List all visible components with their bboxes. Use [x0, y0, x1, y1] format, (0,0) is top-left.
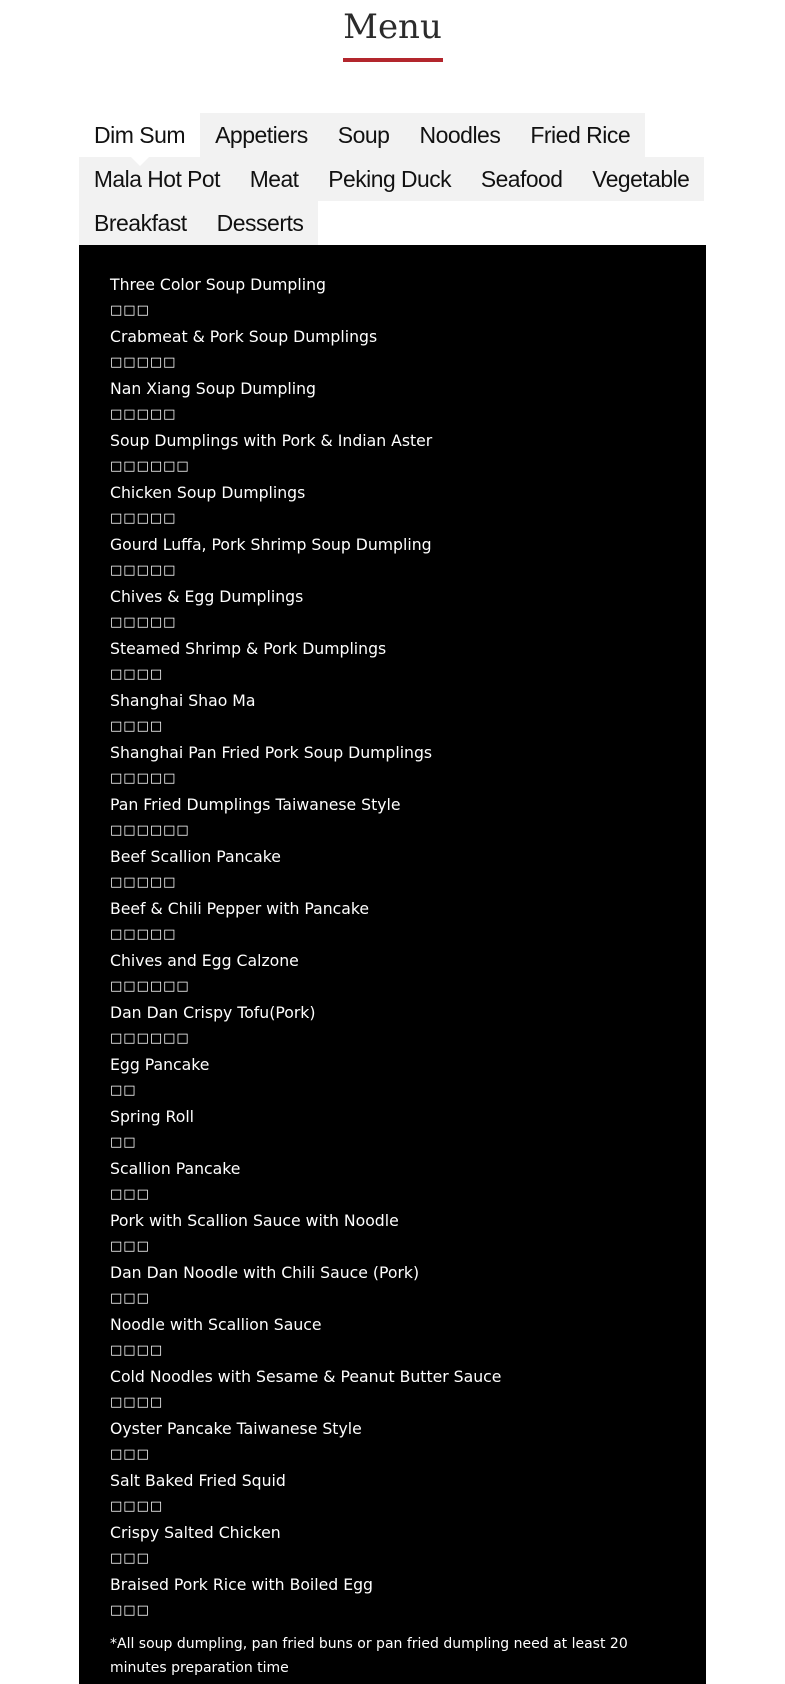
menu-item-chinese-name: □□□□□ [110, 927, 177, 942]
menu-item [110, 688, 706, 740]
menu-item-chinese-name: □□□□□ [110, 875, 177, 890]
menu-item-name: Beef & Chili Pepper with Pancake [110, 899, 370, 918]
menu-item-chinese-name: □□□□□□ [110, 979, 190, 994]
menu-item-name: Cold Noodles with Sesame & Peanut Butter Sauce [110, 1367, 502, 1386]
menu-item-name: Salt Baked Fried Squid [110, 1471, 286, 1490]
menu-item-chinese-name: □□ [110, 1135, 137, 1150]
menu-item [110, 272, 706, 324]
menu-item-name: Chives & Egg Dumplings [110, 587, 304, 606]
menu-item [110, 1104, 706, 1156]
tab-row [79, 157, 705, 201]
menu-item [110, 480, 706, 532]
category-tabs [79, 113, 705, 245]
menu-item-chinese-name: □□□□□ [110, 407, 177, 422]
menu-item-name: Steamed Shrimp & Pork Dumplings [110, 639, 387, 658]
menu-item-chinese-name: □□□ [110, 1239, 150, 1254]
menu-item-name: Noodle with Scallion Sauce [110, 1315, 322, 1334]
menu-item [110, 324, 706, 376]
tab-peking-duck[interactable]: Peking Duck [313, 157, 466, 201]
menu-item [110, 896, 706, 948]
menu-item-name: Oyster Pancake Taiwanese Style [110, 1419, 362, 1438]
menu-item-chinese-name: □□□□□□ [110, 823, 190, 838]
menu-item-name: Spring Roll [110, 1107, 195, 1126]
menu-item [110, 948, 706, 1000]
menu-panel [79, 245, 706, 1684]
menu-item-name: Shanghai Shao Ma [110, 691, 256, 710]
menu-item-name: Scallion Pancake [110, 1159, 241, 1178]
menu-item-name: Dan Dan Noodle with Chili Sauce (Pork) [110, 1263, 420, 1282]
menu-item-name: Crabmeat & Pork Soup Dumplings [110, 327, 378, 346]
menu-item [110, 844, 706, 896]
menu-item [110, 1416, 706, 1468]
menu-item-name: Shanghai Pan Fried Pork Soup Dumplings [110, 743, 433, 762]
menu-item-chinese-name: □□□□□ [110, 615, 177, 630]
menu-item [110, 1468, 706, 1520]
menu-item-name: Pork with Scallion Sauce with Noodle [110, 1211, 399, 1230]
menu-item-chinese-name: □□□□ [110, 1395, 164, 1410]
menu-item-chinese-name: □□□□ [110, 1343, 164, 1358]
tab-meat[interactable]: Meat [235, 157, 314, 201]
menu-item-chinese-name: □□□□ [110, 667, 164, 682]
tab-breakfast[interactable]: Breakfast [79, 201, 202, 245]
menu-item [110, 1520, 706, 1572]
menu-item-name: Braised Pork Rice with Boiled Egg [110, 1575, 374, 1594]
menu-item-name: Dan Dan Crispy Tofu(Pork) [110, 1003, 316, 1022]
menu-item-chinese-name: □□□ [110, 1187, 150, 1202]
menu-item [110, 636, 706, 688]
menu-item-list [79, 245, 706, 1624]
tab-dim-sum[interactable]: Dim Sum [79, 113, 200, 157]
menu-item [110, 532, 706, 584]
tab-row [79, 113, 705, 157]
menu-item-name: Chicken Soup Dumplings [110, 483, 306, 502]
menu-item [110, 1208, 706, 1260]
title-underline [343, 58, 443, 62]
menu-item-chinese-name: □□□ [110, 1291, 150, 1306]
menu-item [110, 1000, 706, 1052]
menu-item-name: Crispy Salted Chicken [110, 1523, 281, 1542]
menu-item-chinese-name: □□□ [110, 1551, 150, 1566]
tab-noodles[interactable]: Noodles [404, 113, 515, 157]
menu-item-chinese-name: □□ [110, 1083, 137, 1098]
menu-item-chinese-name: □□□□□ [110, 563, 177, 578]
menu-item [110, 376, 706, 428]
tab-appetiers[interactable]: Appetiers [200, 113, 323, 157]
tab-vegetable[interactable]: Vegetable [577, 157, 704, 201]
menu-item-name: Chives and Egg Calzone [110, 951, 299, 970]
tab-soup[interactable]: Soup [323, 113, 405, 157]
menu-item-chinese-name: □□□□□ [110, 355, 177, 370]
menu-item-name: Three Color Soup Dumpling [110, 275, 326, 294]
menu-item-name: Beef Scallion Pancake [110, 847, 281, 866]
tab-row [79, 201, 705, 245]
menu-item-name: Egg Pancake [110, 1055, 210, 1074]
menu-item [110, 1572, 706, 1624]
menu-item-name: Pan Fried Dumplings Taiwanese Style [110, 795, 401, 814]
menu-item-chinese-name: □□□□□□ [110, 1031, 190, 1046]
menu-item-name: Soup Dumplings with Pork & Indian Aster [110, 431, 433, 450]
menu-item [110, 1312, 706, 1364]
menu-item [110, 584, 706, 636]
menu-item [110, 1260, 706, 1312]
menu-item [110, 792, 706, 844]
menu-item-chinese-name: □□□ [110, 303, 150, 318]
menu-item-chinese-name: □□□□□ [110, 511, 177, 526]
menu-item-name: Nan Xiang Soup Dumpling [110, 379, 316, 398]
menu-item [110, 1156, 706, 1208]
page-header [0, 0, 785, 62]
menu-item-chinese-name: □□□□□□ [110, 459, 190, 474]
tab-seafood[interactable]: Seafood [466, 157, 577, 201]
menu-item-chinese-name: □□□□ [110, 1499, 164, 1514]
tab-fried-rice[interactable]: Fried Rice [515, 113, 645, 157]
menu-item [110, 740, 706, 792]
menu-item-name: Gourd Luffa, Pork Shrimp Soup Dumpling [110, 535, 432, 554]
menu-item-chinese-name: □□□□□ [110, 771, 177, 786]
menu-item [110, 428, 706, 480]
page-title: Menu [343, 7, 442, 47]
menu-item-chinese-name: □□□ [110, 1603, 150, 1618]
tab-mala-hot-pot[interactable]: Mala Hot Pot [79, 157, 235, 201]
menu-item [110, 1364, 706, 1416]
preparation-note: *All soup dumpling, pan fried buns or pan fried dumpling need at least 20 minutes preparation time [110, 1636, 628, 1676]
tab-desserts[interactable]: Desserts [202, 201, 319, 245]
menu-item-chinese-name: □□□ [110, 1447, 150, 1462]
menu-item-chinese-name: □□□□ [110, 719, 164, 734]
menu-item [110, 1052, 706, 1104]
